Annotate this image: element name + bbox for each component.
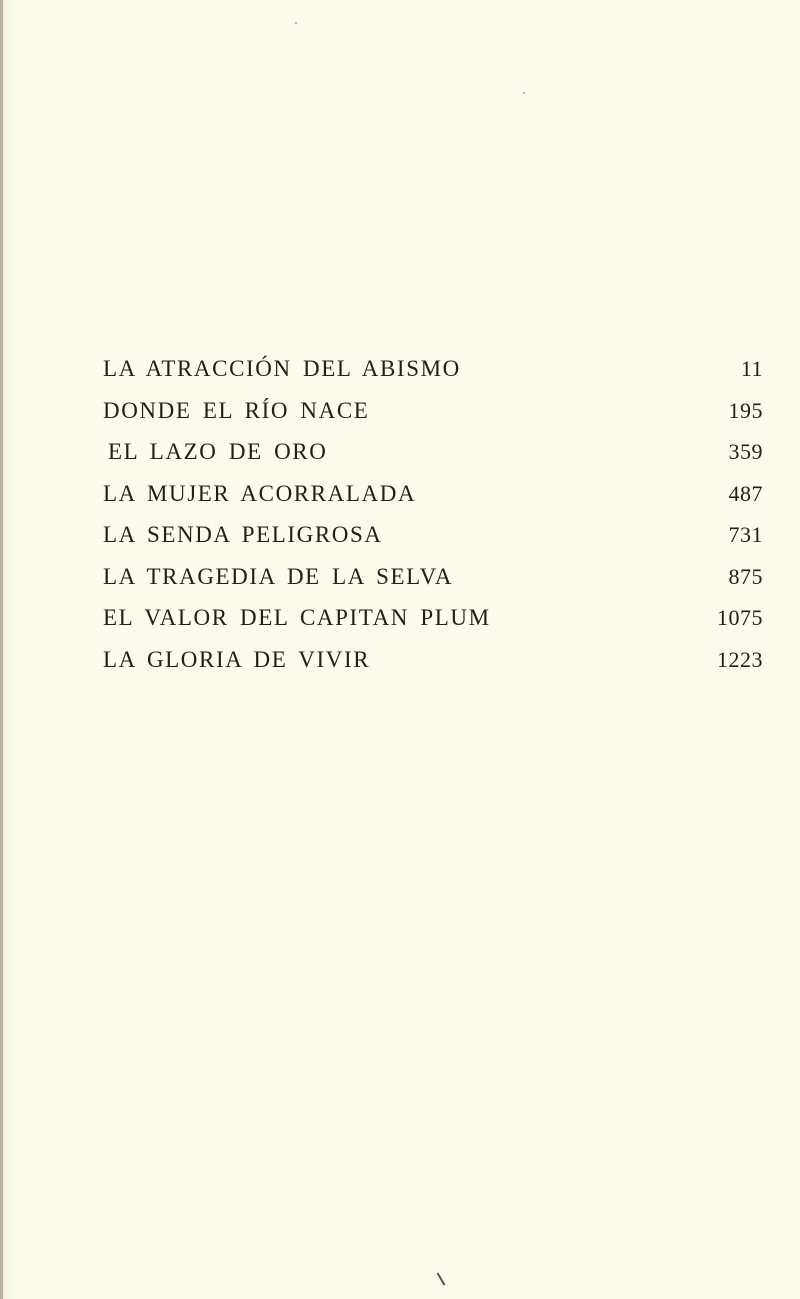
toc-entry [103, 522, 763, 564]
toc-entry-page: 11 [740, 356, 763, 381]
toc-entry-title: LA TRAGEDIA DE LA SELVA [103, 563, 454, 589]
toc-entry [103, 398, 763, 440]
toc-entry-title: DONDE EL RÍO NACE [103, 397, 370, 423]
paper-speck [523, 92, 525, 94]
toc-entry-title: LA GLORIA DE VIVIR [103, 646, 371, 672]
toc-entry-title: EL VALOR DEL CAPITAN PLUM [103, 605, 491, 630]
table-of-contents [103, 356, 763, 688]
toc-entry-title: LA MUJER ACORRALADA [103, 480, 417, 506]
toc-entry-title: LA SENDA PELIGROSA [103, 522, 383, 547]
paper-speck [295, 22, 297, 24]
toc-entry-title: EL LAZO DE ORO [108, 439, 328, 464]
toc-entry [103, 356, 763, 398]
toc-entry [103, 439, 763, 481]
toc-entry [103, 647, 763, 689]
toc-entry-page: 1223 [717, 646, 763, 672]
toc-entry-page: 875 [728, 563, 763, 589]
toc-entry-page: 731 [728, 522, 763, 547]
stray-pen-mark [437, 1272, 446, 1285]
toc-entry-page: 195 [728, 397, 763, 423]
toc-entry [103, 481, 763, 523]
toc-entry [103, 605, 763, 647]
toc-entry-page: 487 [728, 480, 763, 506]
toc-entry [103, 564, 763, 606]
toc-entry-page: 359 [728, 439, 763, 464]
toc-entry-title: LA ATRACCIÓN DEL ABISMO [103, 356, 461, 381]
page-spine-edge [0, 0, 3, 1299]
toc-entry-page: 1075 [717, 605, 763, 630]
